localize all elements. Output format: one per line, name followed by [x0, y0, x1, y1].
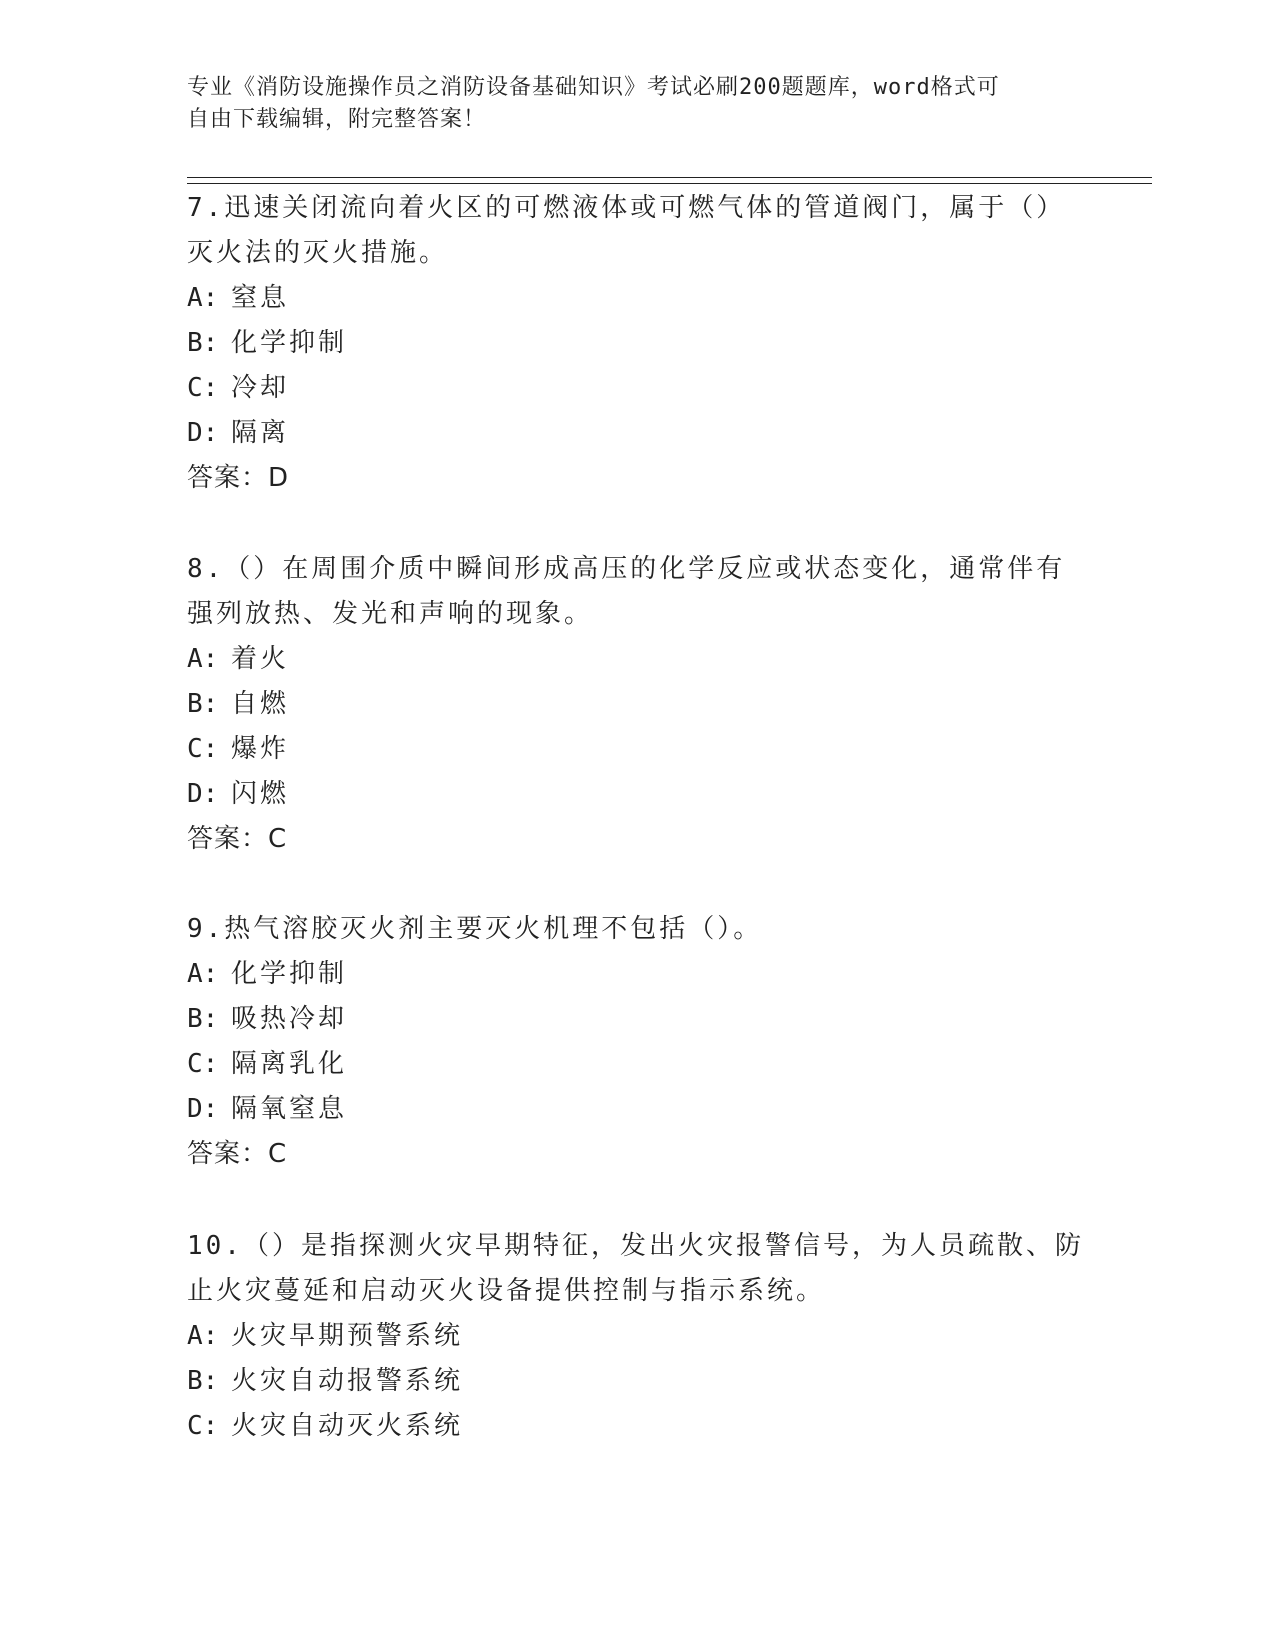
option-c — [187, 1404, 1087, 1449]
option-text: 火灾早期预警系统 — [231, 1321, 464, 1351]
option-text: 隔离乳化 — [231, 1049, 348, 1079]
question-stem-line-2: 止火灾蔓延和启动灭火设备提供控制与指示系统。 — [187, 1276, 826, 1306]
option-key: D: — [187, 779, 219, 809]
option-key: A: — [187, 1321, 219, 1351]
question-stem — [187, 186, 1087, 276]
option-key: B: — [187, 328, 219, 358]
question-stem — [187, 1224, 1087, 1314]
question-9 — [187, 907, 1087, 1177]
option-text: 火灾自动灭火系统 — [231, 1411, 464, 1441]
question-8 — [187, 547, 1087, 862]
option-b — [187, 1359, 1087, 1404]
option-key: B: — [187, 689, 219, 719]
option-key: A: — [187, 644, 219, 674]
question-stem-line-2: 灭火法的灭火措施。 — [187, 238, 449, 268]
option-text: 自燃 — [231, 689, 290, 719]
option-text: 吸热冷却 — [231, 1004, 348, 1034]
question-stem-line-2: 强列放热、发光和声响的现象。 — [187, 599, 594, 629]
option-c — [187, 1042, 1087, 1087]
option-a — [187, 1314, 1087, 1359]
option-key: C: — [187, 1411, 219, 1441]
answer-line: 答案：C — [187, 824, 288, 854]
option-text: 爆炸 — [231, 734, 290, 764]
option-text: 窒息 — [231, 283, 290, 313]
option-key: C: — [187, 734, 219, 764]
option-key: D: — [187, 418, 219, 448]
option-text: 隔离 — [231, 418, 290, 448]
option-key: A: — [187, 959, 219, 989]
option-b — [187, 682, 1087, 727]
option-key: A: — [187, 283, 219, 313]
question-stem — [187, 547, 1087, 637]
option-a — [187, 276, 1087, 321]
document-header — [187, 72, 1087, 136]
option-b — [187, 321, 1087, 366]
question-stem-line-1: 7.迅速关闭流向着火区的可燃液体或可燃气体的管道阀门，属于（） — [187, 193, 1066, 223]
option-text: 冷却 — [231, 373, 290, 403]
question-7 — [187, 186, 1087, 501]
answer-line: 答案：D — [187, 463, 290, 493]
option-text: 着火 — [231, 644, 290, 674]
option-c — [187, 727, 1087, 772]
question-stem-line-1: 10.（）是指探测火灾早期特征，发出火灾报警信号，为人员疏散、防 — [187, 1231, 1084, 1261]
option-key: C: — [187, 1049, 219, 1079]
option-key: C: — [187, 373, 219, 403]
option-text: 闪燃 — [231, 779, 290, 809]
question-10 — [187, 1224, 1087, 1449]
option-key: D: — [187, 1094, 219, 1124]
option-key: B: — [187, 1366, 219, 1396]
option-text: 火灾自动报警系统 — [231, 1366, 464, 1396]
option-key: B: — [187, 1004, 219, 1034]
answer-line: 答案：C — [187, 1139, 288, 1169]
option-d — [187, 772, 1087, 817]
header-title-line-2: 自由下载编辑，附完整答案！ — [187, 107, 487, 132]
header-divider-top — [187, 177, 1152, 178]
option-text: 隔氧窒息 — [231, 1094, 348, 1124]
option-a — [187, 637, 1087, 682]
option-a — [187, 952, 1087, 997]
option-c — [187, 366, 1087, 411]
question-stem-line-1: 8.（）在周围介质中瞬间形成高压的化学反应或状态变化，通常伴有 — [187, 554, 1066, 584]
header-divider-bottom — [187, 183, 1152, 184]
question-stem-line-1: 9.热气溶胶灭火剂主要灭火机理不包括（）。 — [187, 914, 763, 944]
option-text: 化学抑制 — [231, 328, 348, 358]
option-b — [187, 997, 1087, 1042]
option-text: 化学抑制 — [231, 959, 348, 989]
question-stem — [187, 907, 1087, 952]
header-title-line-1: 专业《消防设施操作员之消防设备基础知识》考试必刷200题题库，word格式可 — [187, 75, 1000, 100]
option-d — [187, 1087, 1087, 1132]
option-d — [187, 411, 1087, 456]
